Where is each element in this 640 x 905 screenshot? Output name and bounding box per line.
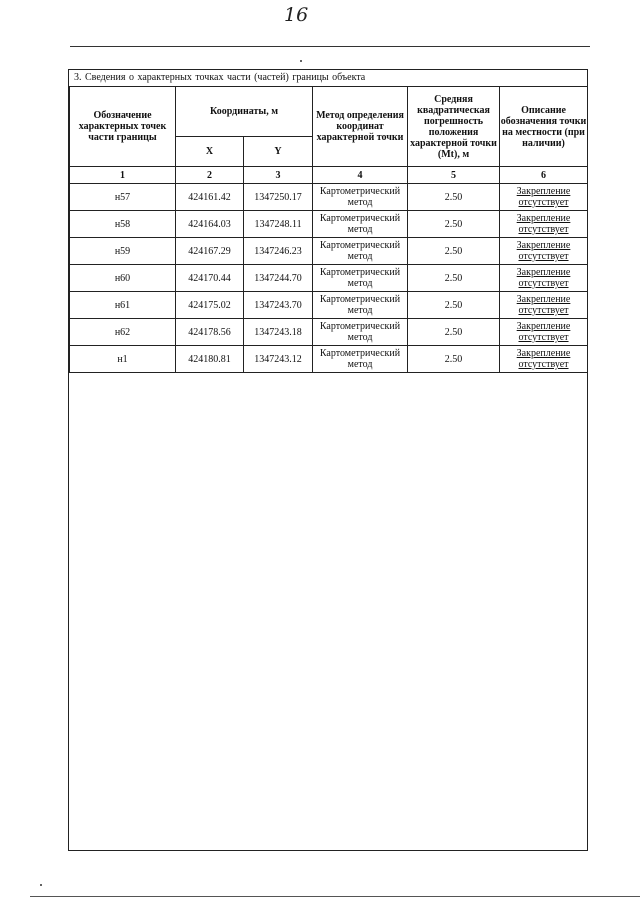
header-rule (70, 46, 590, 47)
point-name: н1 (70, 346, 176, 373)
method-cell (313, 292, 408, 319)
table-row (70, 319, 588, 346)
description-line: Закрепление (516, 213, 571, 224)
coord-y: 1347246.23 (244, 238, 313, 265)
point-name: н57 (70, 184, 176, 211)
method-line: Картометрический (319, 213, 401, 224)
method-line: метод (347, 305, 373, 316)
column-number: 2 (176, 167, 244, 184)
description-line: отсутствует (518, 332, 569, 343)
method-cell (313, 346, 408, 373)
method-line: метод (347, 224, 373, 235)
coord-x: 424180.81 (176, 346, 244, 373)
column-number: 4 (313, 167, 408, 184)
description-cell (500, 211, 588, 238)
scan-speck (300, 60, 302, 62)
page-number: 16 (284, 4, 309, 26)
header-y: Y (244, 137, 313, 167)
description-cell (500, 184, 588, 211)
description-line: отсутствует (518, 359, 569, 370)
description-line: отсутствует (518, 224, 569, 235)
point-name: н62 (70, 319, 176, 346)
point-name: н59 (70, 238, 176, 265)
method-line: метод (347, 278, 373, 289)
error-value: 2.50 (408, 319, 500, 346)
error-value: 2.50 (408, 265, 500, 292)
point-name: н61 (70, 292, 176, 319)
method-cell (313, 238, 408, 265)
header-point-designation: Обозначение характерных точек части границы (70, 87, 176, 167)
table-row (70, 238, 588, 265)
method-line: метод (347, 197, 373, 208)
description-line: отсутствует (518, 305, 569, 316)
description-cell (500, 319, 588, 346)
coord-y: 1347243.12 (244, 346, 313, 373)
point-name: н58 (70, 211, 176, 238)
coord-x: 424161.42 (176, 184, 244, 211)
scan-speck (40, 884, 42, 886)
error-value: 2.50 (408, 346, 500, 373)
characteristic-points-table (69, 86, 588, 373)
coord-x: 424178.56 (176, 319, 244, 346)
header-description: Описание обозначения точки на местности (при наличии) (500, 87, 588, 167)
coord-x: 424170.44 (176, 265, 244, 292)
description-line: Закрепление (516, 294, 571, 305)
table-row (70, 292, 588, 319)
coord-y: 1347250.17 (244, 184, 313, 211)
header-method: Метод определения координат характерной точки (313, 87, 408, 167)
header-x: X (176, 137, 244, 167)
description-line: отсутствует (518, 251, 569, 262)
method-line: Картометрический (319, 348, 401, 359)
header-error: Средняя квадратическая погрешность положения характерной точки (Mt), м (408, 87, 500, 167)
coord-x: 424164.03 (176, 211, 244, 238)
description-cell (500, 265, 588, 292)
header-coordinates: Координаты, м (176, 87, 313, 137)
description-cell (500, 238, 588, 265)
description-line: Закрепление (516, 186, 571, 197)
coord-y: 1347248.11 (244, 211, 313, 238)
error-value: 2.50 (408, 292, 500, 319)
method-line: метод (347, 251, 373, 262)
column-number: 5 (408, 167, 500, 184)
description-line: отсутствует (518, 278, 569, 289)
description-line: Закрепление (516, 267, 571, 278)
error-value: 2.50 (408, 238, 500, 265)
method-line: Картометрический (319, 321, 401, 332)
method-line: Картометрический (319, 294, 401, 305)
table-row (70, 184, 588, 211)
error-value: 2.50 (408, 184, 500, 211)
table-row (70, 346, 588, 373)
table-row (70, 211, 588, 238)
description-line: Закрепление (516, 321, 571, 332)
footer-rule (30, 896, 640, 897)
method-line: Картометрический (319, 240, 401, 251)
column-number: 1 (70, 167, 176, 184)
section-title: 3. Сведения о характерных точках части (частей) границы объекта (74, 72, 366, 83)
method-cell (313, 184, 408, 211)
method-line: Картометрический (319, 267, 401, 278)
description-line: Закрепление (516, 240, 571, 251)
table-row (70, 265, 588, 292)
method-line: метод (347, 332, 373, 343)
description-cell (500, 346, 588, 373)
description-cell (500, 292, 588, 319)
point-name: н60 (70, 265, 176, 292)
method-line: Картометрический (319, 186, 401, 197)
method-cell (313, 319, 408, 346)
method-cell (313, 265, 408, 292)
coord-y: 1347243.70 (244, 292, 313, 319)
description-line: отсутствует (518, 197, 569, 208)
coord-x: 424167.29 (176, 238, 244, 265)
column-number: 6 (500, 167, 588, 184)
column-number: 3 (244, 167, 313, 184)
coord-x: 424175.02 (176, 292, 244, 319)
coord-y: 1347244.70 (244, 265, 313, 292)
method-line: метод (347, 359, 373, 370)
description-line: Закрепление (516, 348, 571, 359)
coord-y: 1347243.18 (244, 319, 313, 346)
method-cell (313, 211, 408, 238)
error-value: 2.50 (408, 211, 500, 238)
